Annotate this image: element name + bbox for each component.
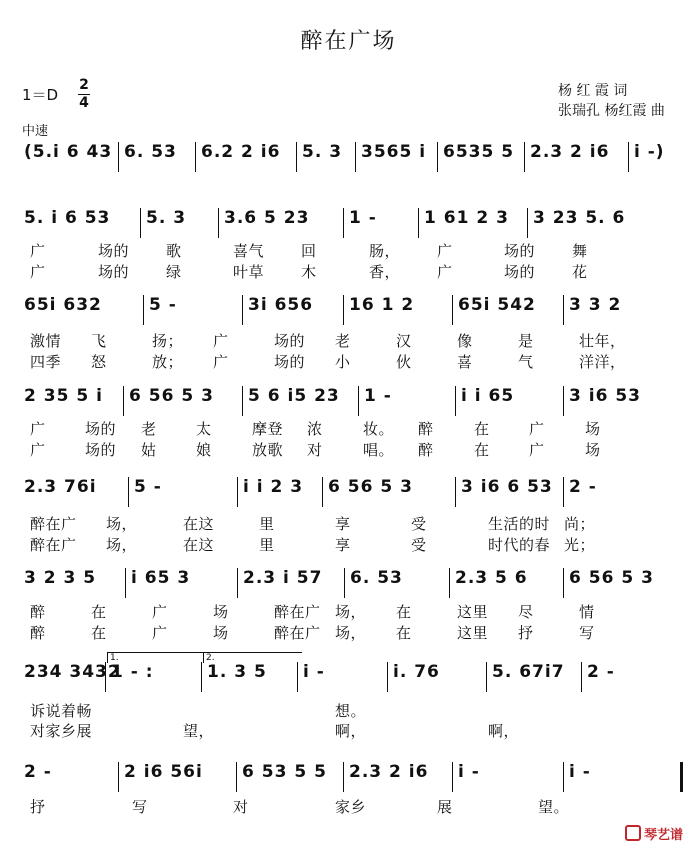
lyric-line	[30, 700, 677, 720]
lyric-word: 这里	[457, 603, 489, 621]
barline	[524, 142, 525, 172]
measure: (5.i 6 43	[24, 142, 113, 162]
lyric-word: 望。	[538, 798, 570, 816]
measure: 3 23 5. 6	[533, 208, 626, 228]
measure: 6. 53	[124, 142, 177, 162]
barline	[195, 142, 196, 172]
lyric-word: 香，	[369, 263, 401, 281]
measure: 65i 632	[24, 295, 102, 315]
measure: 5 -	[149, 295, 177, 315]
measure: 2.3 76i	[24, 477, 97, 497]
measure: i. 76	[393, 662, 440, 682]
score-row-3	[14, 293, 685, 327]
barline	[563, 477, 564, 507]
measure: 3 i6 53	[569, 386, 641, 406]
lyric-word: 场的	[274, 332, 306, 350]
lyric-word: 肠，	[369, 242, 401, 260]
score-row-7	[14, 653, 685, 694]
barline	[527, 208, 528, 238]
lyric-word: 尽	[518, 603, 534, 621]
lyric-word: 花	[572, 263, 588, 281]
lyric-word: 浓	[307, 420, 323, 438]
lyric-word: 写	[132, 798, 148, 816]
lyric-word: 场，	[335, 603, 367, 621]
lyric-word: 激情	[30, 332, 62, 350]
lyricist-credit: 杨 红 霞 词	[558, 83, 628, 99]
score-row-6	[14, 566, 685, 600]
measure: 6. 53	[350, 568, 403, 588]
measure: 5. 67i7	[492, 662, 565, 682]
barline	[242, 295, 243, 325]
lyric-word: 在	[91, 624, 107, 642]
measure: 2.3 2 i6	[530, 142, 610, 162]
lyric-word: 场，	[106, 515, 138, 533]
barline	[201, 662, 202, 692]
barline	[452, 295, 453, 325]
lyric-word: 歌	[166, 242, 182, 260]
lyric-word: 汉	[396, 332, 412, 350]
lyric-word: 场	[585, 420, 601, 438]
lyric-word: 广	[529, 420, 545, 438]
measure: 5. 3	[146, 208, 187, 228]
measure: 3565 i	[361, 142, 427, 162]
barline	[343, 208, 344, 238]
barline	[237, 477, 238, 507]
lyric-word: 喜气	[233, 242, 265, 260]
barline	[297, 662, 298, 692]
measure: 3i 656	[248, 295, 314, 315]
lyric-word: 广	[437, 242, 453, 260]
lyric-word: 望，	[183, 722, 215, 740]
lyric-word: 场	[213, 603, 229, 621]
lyric-word: 尚；	[564, 515, 596, 533]
lyric-line	[30, 622, 677, 642]
measure: 3 2 3 5	[24, 568, 97, 588]
barline	[387, 662, 388, 692]
score-row-5	[14, 475, 685, 509]
lyric-word: 是	[518, 332, 534, 350]
lyric-word: 受	[411, 536, 427, 554]
lyric-word: 场的	[98, 263, 130, 281]
lyric-word: 广	[529, 441, 545, 459]
lyric-word: 醉在广	[30, 515, 77, 533]
barline	[343, 762, 344, 792]
measure: 2.3 2 i6	[349, 762, 429, 782]
measure: 2 -	[587, 662, 615, 682]
lyric-word: 在这	[183, 536, 215, 554]
lyric-line	[30, 261, 677, 281]
barline	[563, 568, 564, 598]
score-row-8	[14, 760, 685, 794]
barline	[437, 142, 438, 172]
lyric-line	[30, 720, 677, 740]
measure: 16 1 2	[349, 295, 415, 315]
lyric-word: 四季	[30, 353, 62, 371]
lyric-word: 家乡	[335, 798, 367, 816]
score-row-1	[14, 140, 685, 174]
lyric-line	[30, 601, 677, 621]
lyric-word: 绿	[166, 263, 182, 281]
lyric-word: 广	[437, 263, 453, 281]
measure: 5. 3	[302, 142, 343, 162]
barline	[105, 662, 106, 692]
lyric-word: 广	[152, 603, 168, 621]
lyric-word: 唱。	[363, 441, 395, 459]
lyric-word: 放歌	[252, 441, 284, 459]
tempo-marking: 中速	[22, 124, 49, 139]
lyric-word: 对	[307, 441, 323, 459]
lyric-word: 这里	[457, 624, 489, 642]
lyric-word: 洋洋，	[579, 353, 626, 371]
lyric-line	[30, 439, 677, 459]
song-title: 醉在广场	[300, 29, 397, 54]
barline	[418, 208, 419, 238]
barline	[563, 295, 564, 325]
lyric-word: 老	[141, 420, 157, 438]
lyric-word: 抒	[30, 798, 46, 816]
lyric-word: 喜	[457, 353, 473, 371]
lyric-word: 啊，	[488, 722, 520, 740]
volta-bracket: 1.	[107, 652, 206, 663]
lyric-word: 在	[396, 603, 412, 621]
measure: 1 -	[349, 208, 377, 228]
measure: 6.2 2 i6	[201, 142, 281, 162]
lyric-word: 对	[233, 798, 249, 816]
measure: 65i 542	[458, 295, 536, 315]
lyric-word: 场	[213, 624, 229, 642]
lyric-word: 舞	[572, 242, 588, 260]
measure: i i 65	[461, 386, 515, 406]
measure: 1 61 2 3	[424, 208, 509, 228]
lyric-word: 场	[585, 441, 601, 459]
measure: 5. i 6 53	[24, 208, 111, 228]
measure: 3.6 5 23	[224, 208, 310, 228]
measure: i 65 3	[131, 568, 191, 588]
lyric-line	[30, 418, 677, 438]
barline	[343, 295, 344, 325]
time-top: 2	[79, 77, 89, 93]
measure: i -	[458, 762, 480, 782]
lyric-word: 扬；	[152, 332, 184, 350]
lyric-word: 对家乡展	[30, 722, 93, 740]
lyric-word: 娘	[196, 441, 212, 459]
barline	[322, 477, 323, 507]
lyric-word: 场，	[335, 624, 367, 642]
lyric-word: 醉	[418, 441, 434, 459]
barline	[128, 477, 129, 507]
lyric-word: 气	[518, 353, 534, 371]
measure: i -	[569, 762, 591, 782]
barline	[123, 386, 124, 416]
lyric-word: 摩登	[252, 420, 284, 438]
measure: i i 2 3	[243, 477, 304, 497]
lyric-word: 像	[457, 332, 473, 350]
lyric-word: 场的	[504, 263, 536, 281]
barline	[486, 662, 487, 692]
key-signature: 1＝D	[22, 86, 59, 104]
lyric-word: 时代的春	[488, 536, 551, 554]
lyric-word: 放；	[152, 353, 184, 371]
lyric-word: 生活的时	[488, 515, 551, 533]
barline	[218, 208, 219, 238]
lyric-word: 醉在广	[274, 624, 321, 642]
volta-bracket: 2.	[203, 652, 302, 663]
measure: 6535 5	[443, 142, 515, 162]
barline	[449, 568, 450, 598]
lyric-word: 享	[335, 515, 351, 533]
barline	[125, 568, 126, 598]
lyric-line	[30, 330, 677, 350]
measure: 2 -	[24, 762, 52, 782]
measure: 3 3 2	[569, 295, 622, 315]
barline	[118, 142, 119, 172]
barline	[355, 142, 356, 172]
lyric-word: 在	[474, 441, 490, 459]
time-signature	[78, 78, 90, 111]
lyric-line	[30, 351, 677, 371]
lyric-word: 写	[579, 624, 595, 642]
final-barline	[680, 762, 683, 792]
score-row-4	[14, 384, 685, 418]
lyric-word: 广	[30, 242, 46, 260]
measure: 3 i6 6 53	[461, 477, 553, 497]
lyric-word: 享	[335, 536, 351, 554]
barline	[455, 477, 456, 507]
lyric-line	[30, 796, 677, 816]
lyric-word: 叶草	[233, 263, 265, 281]
lyric-word: 场的	[504, 242, 536, 260]
lyric-word: 展	[437, 798, 453, 816]
watermark-text: 琴艺谱	[643, 828, 683, 843]
measure: 2 35 5 i	[24, 386, 103, 406]
lyric-word: 伙	[396, 353, 412, 371]
lyric-word: 里	[259, 515, 275, 533]
measure: 234 3432	[24, 662, 121, 682]
lyric-word: 抒	[518, 624, 534, 642]
measure: 6 56 5 3	[129, 386, 214, 406]
lyric-word: 广	[30, 263, 46, 281]
measure: i -	[303, 662, 325, 682]
lyric-word: 诉说着畅	[30, 702, 93, 720]
measure: 6 56 5 3	[328, 477, 413, 497]
lyric-word: 姑	[141, 441, 157, 459]
barline	[563, 386, 564, 416]
lyric-word: 在这	[183, 515, 215, 533]
lyric-word: 壮年，	[579, 332, 626, 350]
lyric-word: 广	[152, 624, 168, 642]
lyric-word: 情	[579, 603, 595, 621]
barline	[237, 568, 238, 598]
lyric-word: 广	[213, 332, 229, 350]
lyric-word: 妆。	[363, 420, 395, 438]
lyric-line	[30, 534, 677, 554]
composer-credit: 张瑞孔 杨红霞 曲	[558, 103, 665, 119]
barline	[140, 208, 141, 238]
lyric-word: 里	[259, 536, 275, 554]
lyric-word: 醉	[30, 603, 46, 621]
lyric-word: 场，	[106, 536, 138, 554]
lyric-word: 醉	[418, 420, 434, 438]
lyric-word: 醉在广	[274, 603, 321, 621]
lyric-word: 木	[301, 263, 317, 281]
barline	[118, 762, 119, 792]
lyric-word: 啊，	[335, 722, 367, 740]
barline	[143, 295, 144, 325]
measure: 2.3 5 6	[455, 568, 528, 588]
lyric-word: 光；	[564, 536, 596, 554]
measure: 2 i6 56i	[124, 762, 203, 782]
lyric-word: 场的	[85, 441, 117, 459]
measure: 5 6 i5 23	[248, 386, 340, 406]
lyric-word: 老	[335, 332, 351, 350]
logo-icon	[625, 825, 641, 841]
barline	[452, 762, 453, 792]
barline	[563, 762, 564, 792]
measure: 1 - :	[111, 662, 154, 682]
lyric-word: 受	[411, 515, 427, 533]
measure: 5 -	[134, 477, 162, 497]
lyric-word: 在	[91, 603, 107, 621]
score-row-2	[14, 206, 685, 240]
measure: 6 53 5 5	[242, 762, 327, 782]
lyric-word: 广	[30, 420, 46, 438]
measure: 6 56 5 3	[569, 568, 654, 588]
barline	[628, 142, 629, 172]
lyric-line	[30, 240, 677, 260]
measure: 2 -	[569, 477, 597, 497]
barline	[358, 386, 359, 416]
lyric-word: 在	[474, 420, 490, 438]
time-bottom: 4	[79, 95, 89, 111]
barline	[581, 662, 582, 692]
lyric-word: 飞	[91, 332, 107, 350]
lyric-word: 广	[30, 441, 46, 459]
lyric-word: 小	[335, 353, 351, 371]
barline	[296, 142, 297, 172]
barline	[236, 762, 237, 792]
lyric-word: 想。	[335, 702, 367, 720]
lyric-word: 广	[213, 353, 229, 371]
barline	[242, 386, 243, 416]
lyric-word: 怒	[91, 353, 107, 371]
watermark-logo	[625, 824, 683, 843]
lyric-word: 太	[196, 420, 212, 438]
barline	[455, 386, 456, 416]
lyric-word: 在	[396, 624, 412, 642]
measure: i -)	[634, 142, 665, 162]
lyric-word: 场的	[274, 353, 306, 371]
lyric-word: 醉	[30, 624, 46, 642]
lyric-word: 醉在广	[30, 536, 77, 554]
lyric-word: 场的	[85, 420, 117, 438]
lyric-word: 回	[301, 242, 317, 260]
barline	[344, 568, 345, 598]
measure: 1 -	[364, 386, 392, 406]
lyric-line	[30, 513, 677, 533]
lyric-word: 场的	[98, 242, 130, 260]
measure: 1. 3 5	[207, 662, 267, 682]
measure: 2.3 i 57	[243, 568, 323, 588]
